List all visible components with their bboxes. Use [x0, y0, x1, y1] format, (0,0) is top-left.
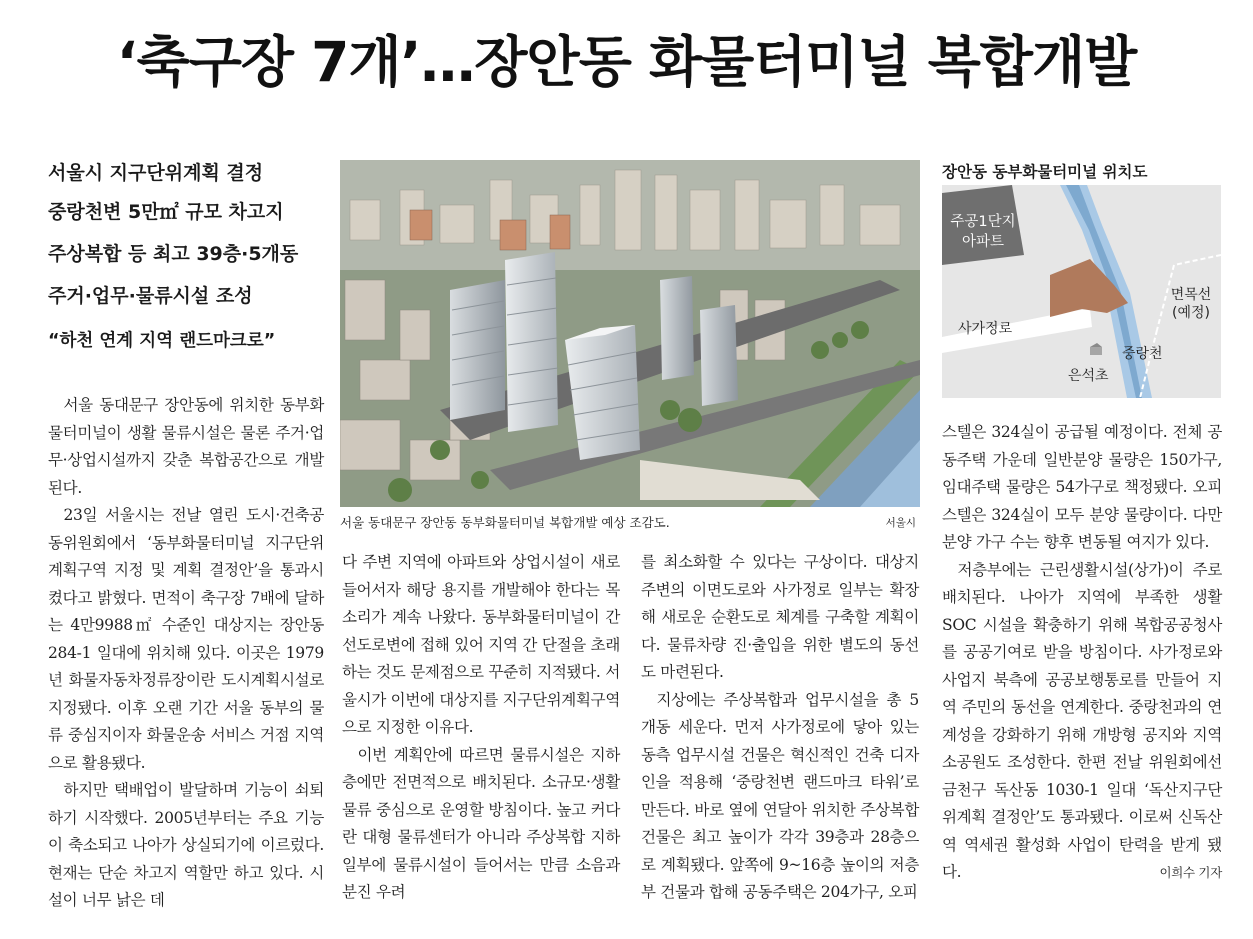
- article-column-4: [942, 419, 1222, 933]
- article-paragraph: 이번 계획안에 따르면 물류시설은 지하층에만 전면적으로 배치된다. 소규모·생활 물류 중심으로 운영할 방침이다. 높고 커다란 대형 물류센터가 아니라 주상복합 지하 일부에 물류시설이 들어서는 만큼 소음과 분진 우려: [342, 745, 620, 901]
- subheadline-1: 서울시 지구단위계획 결정: [48, 162, 264, 184]
- caption-text: 서울 동대문구 장안동 동부화물터미널 복합개발 예상 조감도.: [340, 515, 670, 530]
- article-paragraph: 스텔은 324실이 공급될 예정이다. 전체 공동주택 가운데 일반분양 물량은 150가구, 임대주택 물량은 54가구로 책정됐다. 오피스텔은 324실이 모두 분양 물량이다. 다만 분양 가구 수는 향후 변동될 여지가 있다.: [942, 423, 1222, 551]
- road-label: 사가정로: [958, 321, 1013, 337]
- apartment-label-line2: 아파트: [961, 234, 1005, 250]
- pull-quote: “하천 연계 지역 랜드마크로”: [48, 331, 276, 351]
- photo-credit: 서울시: [885, 517, 916, 529]
- location-map: [942, 185, 1221, 398]
- subheadline-2: 중랑천변 5만㎡ 규모 차고지: [48, 201, 284, 223]
- article-paragraph: 하지만 택배업이 발달하며 기능이 쇠퇴하기 시작했다. 2005년부터는 주요 기능이 축소되고 나아가 상실되기에 이르렀다. 현재는 단순 차고지 역할만 하고 있다. 시설이 너무 낡은 데: [48, 781, 324, 909]
- rendering-photo: [340, 160, 920, 507]
- article-paragraph: 다 주변 지역에 아파트와 상업시설이 새로 들어서자 해당 용지를 개발해야 한다는 목소리가 계속 나왔다. 동부화물터미널이 간선도로변에 접해 있어 지역 간 단절을 초래하는 것도 문제점으로 꾸준히 지적됐다. 서울시가 이번에 대상지를 지구단위계획구역으로 지정한 이유다.: [342, 553, 620, 736]
- map-title: 장안동 동부화물터미널 위치도: [942, 163, 1148, 181]
- subway-line-name: 면목선: [1170, 287, 1212, 303]
- aerial-rendering-image: [340, 160, 920, 507]
- subheadline-4: 주거·업무·물류시설 조성: [48, 285, 253, 307]
- subway-line-status: (예정): [1172, 305, 1210, 321]
- article-paragraph: 를 최소화할 수 있다는 구상이다. 대상지 주변의 이면도로와 사가정로 일부는 확장해 새로운 순환도로 체계를 구축할 계획이다. 물류차량 진·출입을 위한 별도의 동선도 마련된다.: [641, 553, 919, 681]
- apartment-label: [942, 212, 1024, 252]
- article-column-2: [342, 549, 620, 933]
- article-paragraph: 23일 서울시는 전날 열린 도시·건축공동위원회에서 ‘동부화물터미널 지구단위계획구역 지정 및 계획 결정안’을 통과시켰다고 밝혔다. 면적이 축구장 7배에 달하는 4만9988㎡ 수준인 대상지는 장안동 284-1 일대에 위치해 있다. 이곳은 1979년 화물자동차정류장이란 도시계획시설로 지정됐다. 이후 오랜 기간 서울 동부의 물류 중심지이자 화물운송 서비스 거점 지역으로 활용됐다.: [48, 506, 324, 772]
- headline: ‘축구장 7개’…장안동 화물터미널 복합개발: [116, 30, 1137, 94]
- article-paragraph: 서울 동대문구 장안동에 위치한 동부화물터미널이 생활 물류시설은 물론 주거·업무·상업시설까지 갖춘 복합공간으로 개발된다.: [48, 396, 324, 497]
- photo-caption: [340, 512, 920, 534]
- article-paragraph-text: 저층부에는 근린생활시설(상가)이 주로 배치된다. 나아가 지역에 부족한 생활 SOC 시설을 확충하기 위해 복합공공청사를 공공기여로 받을 방침이다. 사가정로와 사업지 북측에 공공보행통로를 만들어 지역 주민의 동선을 연계한다. 중랑천과의 연계성을 강화하기 위해 개방형 공지와 지역 소공원도 조성한다. 한편 전날 위원회에선 금천구 독산동 1030-1 일대 ‘독산지구단위계획 결정안’도 통과됐다. 이로써 신독산역 역세권 활성화 사업이 탄력을 받게 됐다.: [942, 560, 1222, 881]
- article-column-3: [641, 549, 919, 933]
- article-paragraph: 지상에는 주상복합과 업무시설을 총 5개동 세운다. 먼저 사가정로에 닿아 있는 동측 업무시설 건물은 혁신적인 건축 디자인을 적용해 ‘중랑천변 랜드마크 타워’로 만든다. 바로 옆에 연달아 위치한 주상복합 건물은 최고 높이가 각각 39층과 28층으로 계획됐다. 앞쪽에 9~16층 높이의 저층부 건물과 합해 공동주택은 204가구, 오피: [641, 690, 919, 901]
- subway-line-label: [1163, 286, 1219, 322]
- apartment-label-line1: 주공1단지: [950, 214, 1016, 230]
- school-label: 은석초: [1068, 368, 1109, 384]
- subheadline-block: [48, 155, 328, 352]
- byline: 이희수 기자: [1159, 865, 1222, 880]
- article-paragraph: [942, 557, 1222, 887]
- subheadline-3: 주상복합 등 최고 39층·5개동: [48, 243, 299, 265]
- article-column-1: [48, 392, 324, 932]
- stream-label: 중랑천: [1122, 346, 1163, 362]
